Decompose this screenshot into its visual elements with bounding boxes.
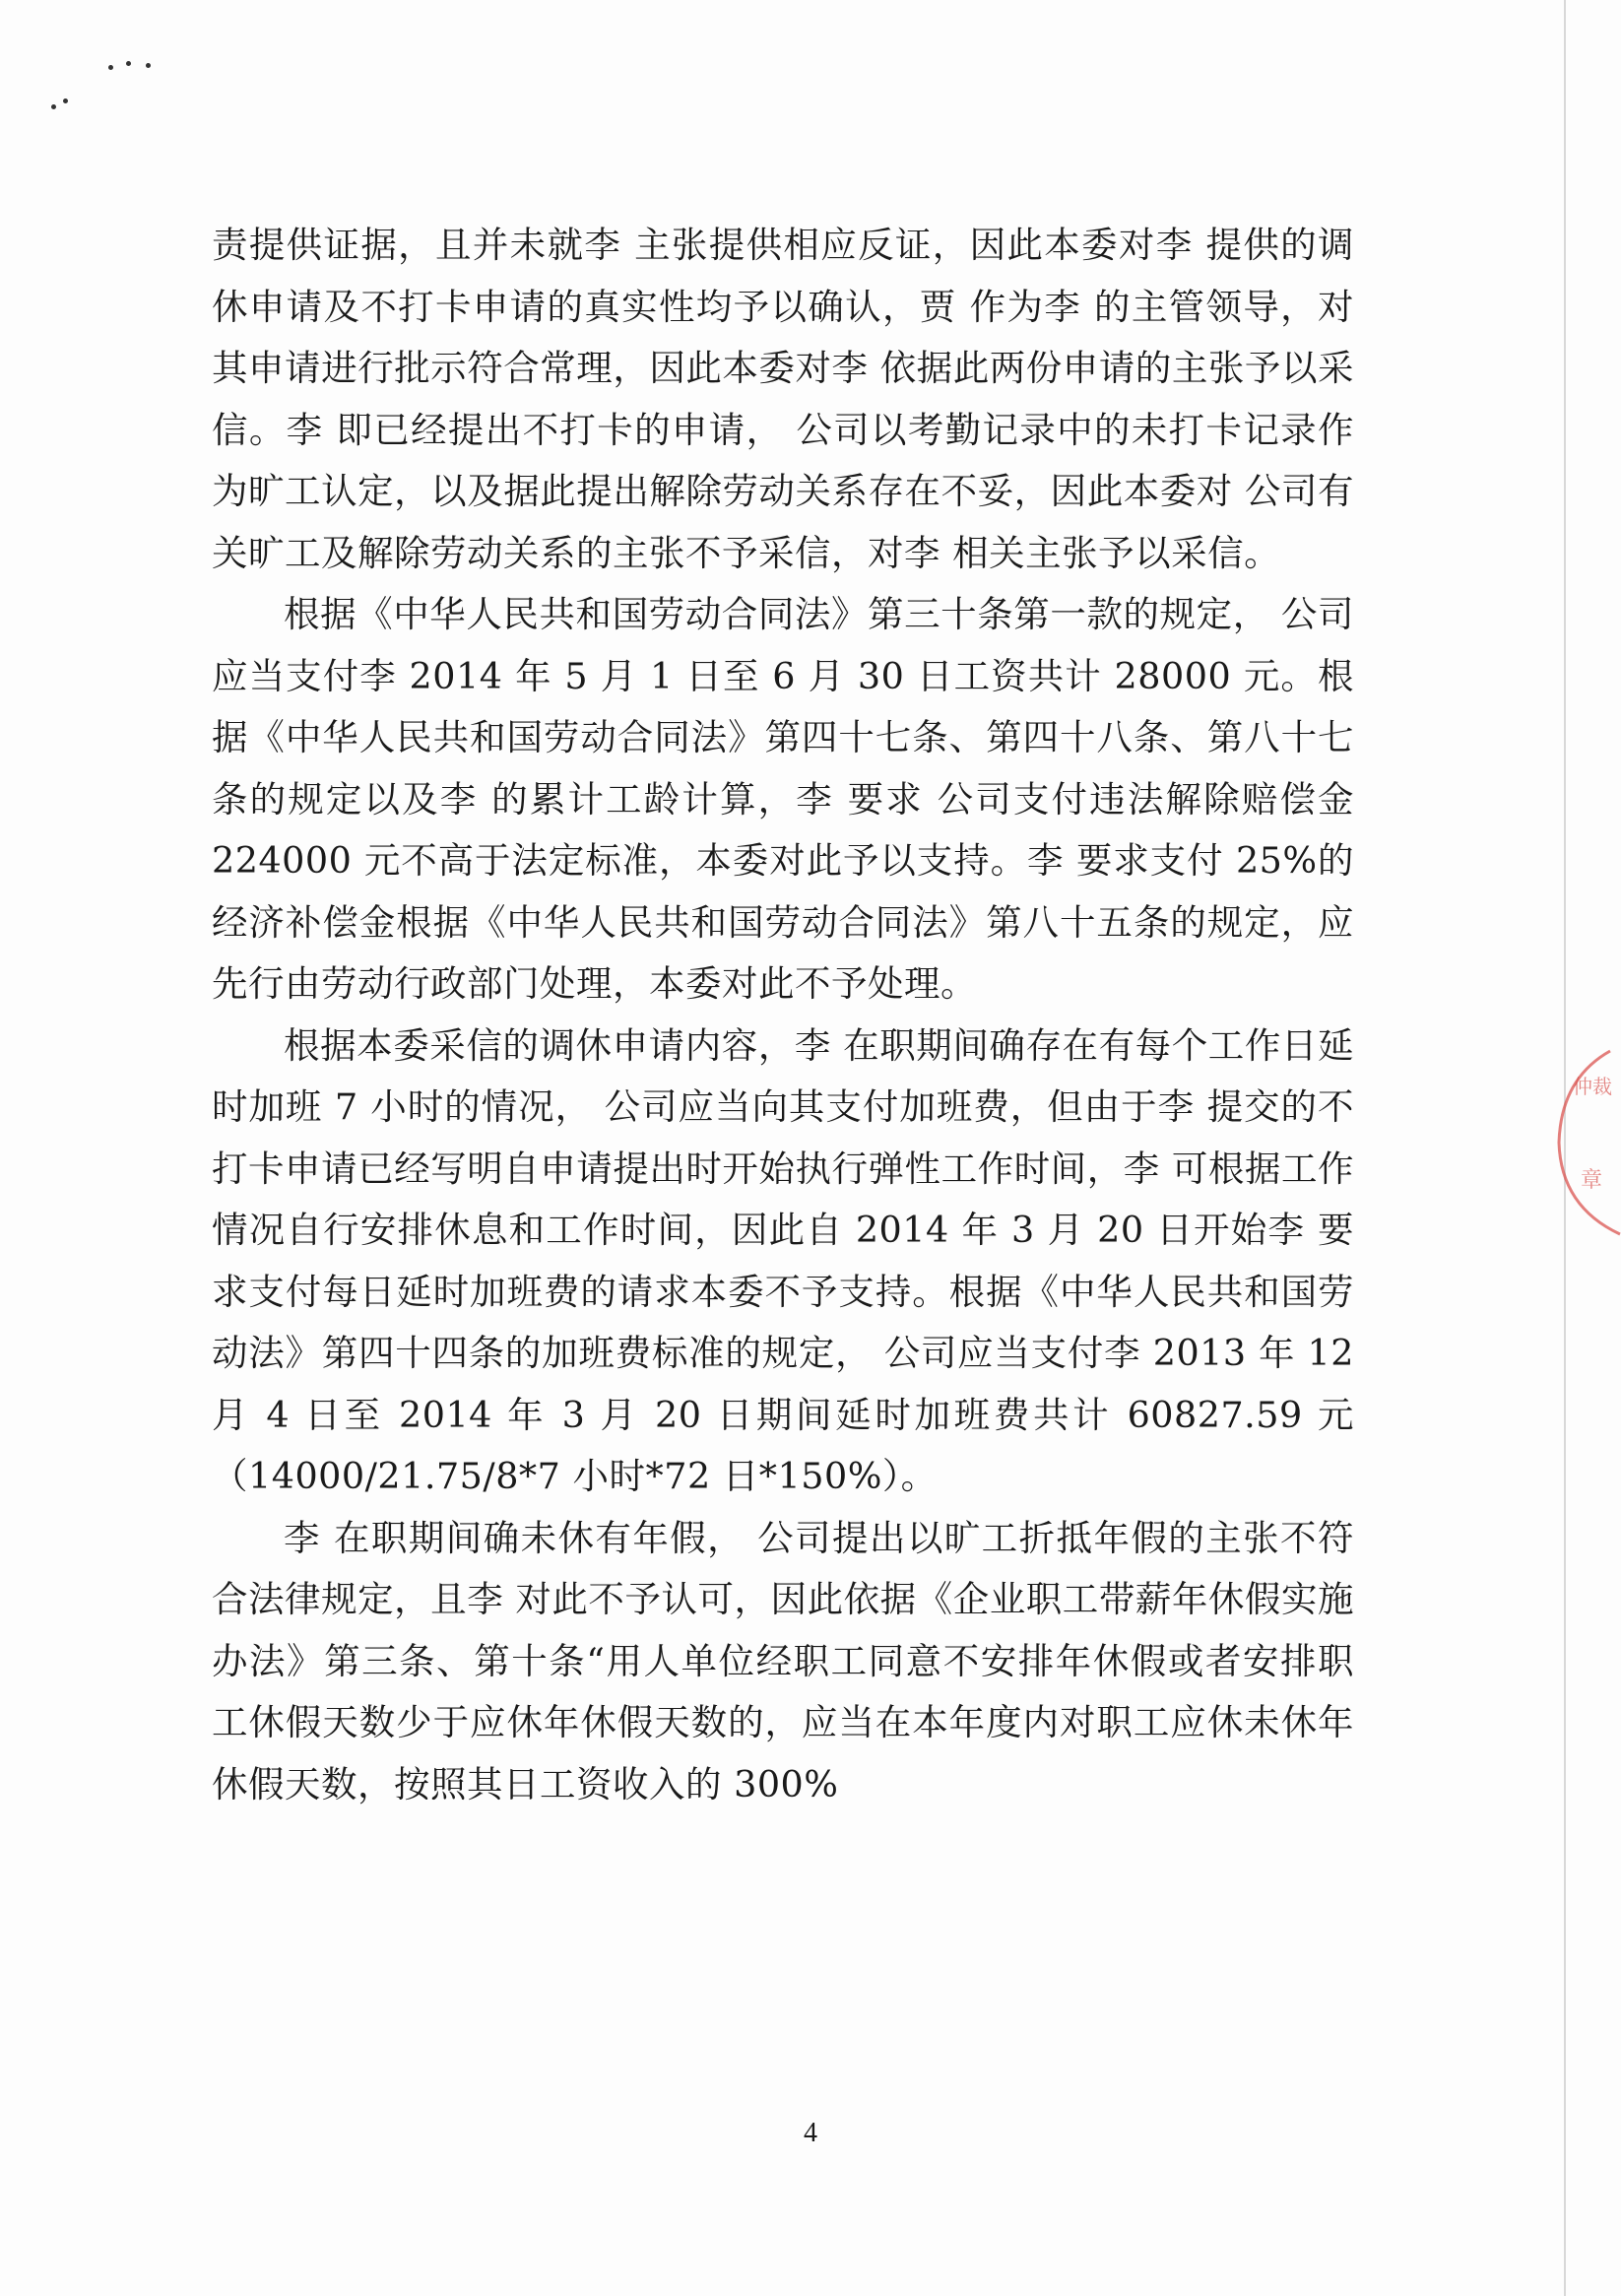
document-body <box>212 215 1354 1815</box>
paragraph-4: 李 在职期间确未休有年假， 公司提出以旷工折抵年假的主张不符合法律规定，且李 对此不予认可，因此依据《企业职工带薪年休假实施办法》第三条、第十条“用人单位经职工同意不安排年休假或者安排职工休假天数少于应休年休假天数的，应当在本年度内对职工应休未休年休假天数，按照其日工资收入的 300% <box>212 1516 1354 1805</box>
partial-seal-stamp <box>1522 1049 1621 1236</box>
scan-edge-line <box>1564 0 1566 2296</box>
page-number: 4 <box>804 2118 817 2148</box>
paragraph-3: 根据本委采信的调休申请内容，李 在职期间确存在有每个工作日延时加班 7 小时的情况， 公司应当向其支付加班费，但由于李 提交的不打卡申请已经写明自申请提出时开始执行弹性工作时间，李 可根据工作情况自行安排休息和工作时间，因此自 2014 年 3 月 20 日开始李 要求支付每日延时加班费的请求本委不予支持。根据《中华人民共和国劳动法》第四十四条的加班费标准的规定， 公司应当支付李 2013 年 12 月 4 日至 2014 年 3 月 20 日期间延时加班费共计 60827.59 元（14000/21.75/8*7 小时*72 日*150%）。 <box>212 1023 1354 1497</box>
paragraph-1: 责提供证据，且并未就李 主张提供相应反证，因此本委对李 提供的调休申请及不打卡申请的真实性均予以确认，贾 作为李 的主管领导，对其申请进行批示符合常理，因此本委对李 依据此两份申请的主张予以采信。李 即已经提出不打卡的申请， 公司以考勤记录中的未打卡记录作为旷工认定，以及据此提出解除劳动关系存在不妥，因此本委对 公司有关旷工及解除劳动关系的主张不予采信，对李 相关主张予以采信。 <box>212 224 1354 574</box>
scan-artifact <box>49 61 167 130</box>
svg-text:章: 章 <box>1581 1168 1603 1193</box>
svg-text:仲裁: 仲裁 <box>1573 1075 1612 1098</box>
paragraph-2: 根据《中华人民共和国劳动合同法》第三十条第一款的规定， 公司应当支付李 2014 年 5 月 1 日至 6 月 30 日工资共计 28000 元。根据《中华人民共和国劳动合同法》第四十七条、第四十八条、第八十七条的规定以及李 的累计工龄计算，李 要求 公司支付违法解除赔偿金 224000 元不高于法定标准，本委对此予以支持。李 要求支付 25%的经济补偿金根据《中华人民共和国劳动合同法》第八十五条的规定，应先行由劳动行政部门处理，本委对此不予处理。 <box>212 593 1354 1005</box>
